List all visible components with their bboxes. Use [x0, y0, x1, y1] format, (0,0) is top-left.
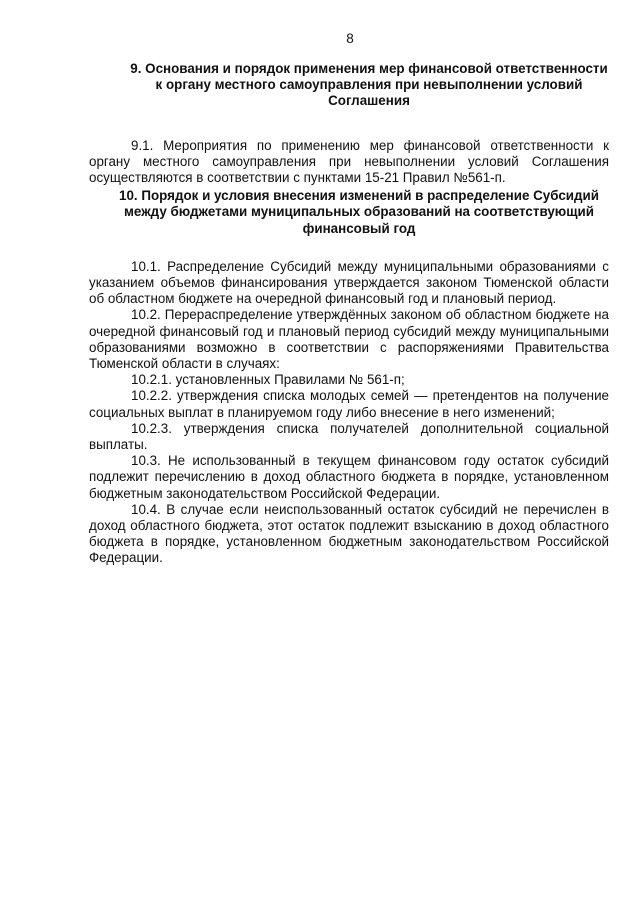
- paragraph-10-2-1: 10.2.1. установленных Правилами № 561-п;: [131, 372, 405, 388]
- paragraph-10-2-3: 10.2.3. утверждения списка получателей дополнительной социальной выплаты.: [89, 420, 609, 453]
- paragraph-10-4: 10.4. В случае если неиспользованный остаток субсидий не перечислен в доход областного бюджета, этот остаток подлежит взысканию в доход областного бюджета в порядке, установленном бюджетным законодательством Российской Федерации.: [89, 501, 609, 566]
- section-9-heading: 9. Основания и порядок применения мер финансовой ответственности к органу местного самоуправления при невыполнении условий Соглашения: [130, 61, 608, 109]
- paragraph-10-2-2: 10.2.2. утверждения списка молодых семей — претендентов на получение социальных выплат в планируемом году либо внесение в него изменений;: [89, 388, 609, 420]
- page-number: 8: [346, 31, 354, 46]
- paragraph-10-2: 10.2. Перераспределение утверждённых законом об областном бюджете на очередной финансовый год и плановый период субсидий между муниципальными образованиями возможно в соответствии с распоряжениями Правительства Тюменской области в случаях:: [89, 307, 609, 372]
- paragraph-10-3: 10.3. Не использованный в текущем финансовом году остаток субсидий подлежит перечислению в доход областного бюджета в порядке, установленном бюджетным законодательством Российской Федерации.: [89, 453, 609, 501]
- document-body: [89, 61, 609, 567]
- paragraph-10-1: 10.1. Распределение Субсидий между муниципальными образованиями с указанием объемов финансирования утверждается законом Тюменской области об областном бюджете на очередной финансовый год и плановый период.: [89, 258, 609, 307]
- paragraph-9-1: 9.1. Мероприятия по применению мер финансовой ответственности к органу местного самоуправления при невыполнении условий Соглашения осуществляются в соответствии с пунктами 15-21 Правил №561-п.: [89, 137, 609, 186]
- section-10-heading: 10. Порядок и условия внесения изменений в распределение Субсидий между бюджетами муниципальных образований на соответствующий финансовый год: [119, 188, 599, 236]
